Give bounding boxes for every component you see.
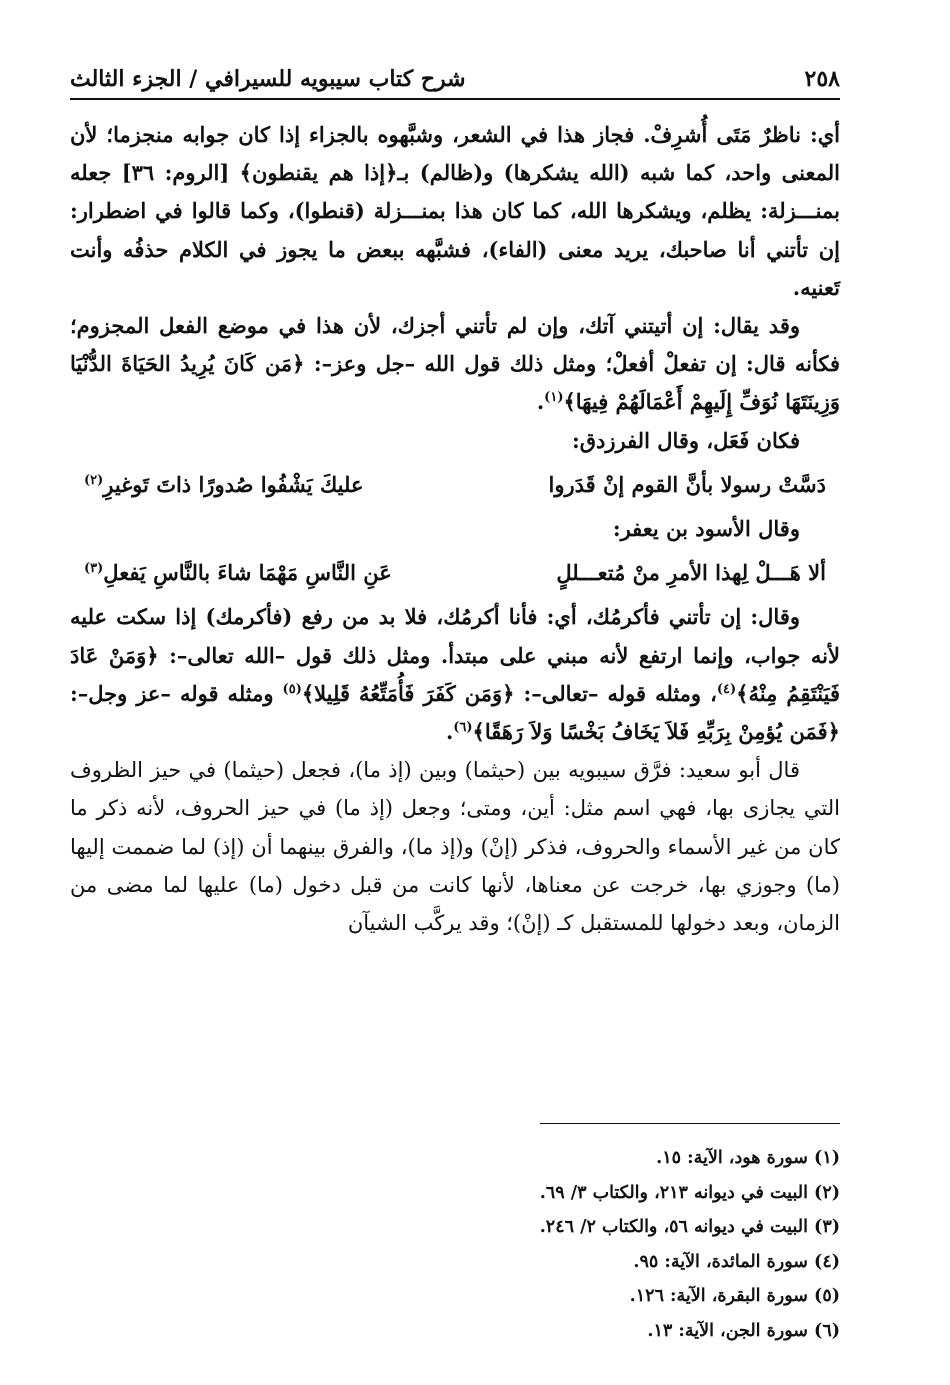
footnote-ref-6: (٦) bbox=[453, 720, 473, 736]
page-number: ٢٥٨ bbox=[804, 65, 840, 92]
footnote-rule bbox=[540, 1123, 840, 1124]
footnote-ref-4: (٤) bbox=[716, 681, 737, 697]
footnote-6: (٦) سورة الجن، الآية: ١٣. bbox=[647, 1320, 840, 1341]
paragraph-1: أي: ناظرٌ مَتَى أُشرِفْ. فجاز هذا في الشعر، وشبَّهوه بالجزاء إذا كان جوابه منجزما؛ لأن المعنى واحد، كما شبه (الله يشكرها) و(ظالم) بـ﴿إذا هم يقنطون﴾ [الروم: ٣٦] جعله بمنـــزلة: يظلم، ويشكرها الله، كما كان هذا بمنـــزلة (قنطوا)، وكما قالوا في اضطرار: إن تأتني أنا صاحبك، يريد معنى (الفاء)، فشبَّهه ببعض ما يجوز في الكلام حذفُه وأنت تَعنيه. bbox=[70, 122, 840, 300]
paragraph-3-part-b: ، ومثله قوله –تعالى–: ﴿وَمَن كَفَرَ فَأُمَتِّعُهُ قَلِيلا﴾ bbox=[301, 680, 717, 706]
footnote-ref-5: (٥) bbox=[282, 681, 302, 697]
running-title: شرح كتاب سيبويه للسيرافي / الجزء الثالث bbox=[70, 65, 466, 92]
verse-1-first-hemistich: دَسَّتْ رسولا بأنَّ القوم إنْ قَدَروا bbox=[548, 471, 826, 497]
footnote-5: (٥) سورة البقرة، الآية: ١٢٦. bbox=[629, 1286, 840, 1306]
paragraph-3-part-a: وقال: إن تأتني فأكرمُك، أي: فأنا أكرمُك، فلا بد من رفع (فأكرمك) إذا سكت عليه لأنه جواب، وإنما ارتفع لأنه مبني على مبتدأ. ومثل ذلك قول –الله تعالى–: ﴿وَمَنْ عَادَ فَيَنْتَقِمُ مِنْهُ﴾ bbox=[70, 604, 841, 706]
verse-1-second-text: عليكَ يَشْفُوا صُدورًا ذاتَ تَوغيرِ bbox=[103, 471, 364, 497]
paragraph-2-text: وقد يقال: إن أتيتني آتك، وإن لم تأتني أجزك، لأن هذا في موضع الفعل المجزوم؛ فكأنه قال: إن تفعلْ أفعلْ؛ ومثل ذلك قول الله –جل وعز–: ﴿مَن كَانَ يُرِيدُ الحَيَاةَ الدُّنْيَا وَزِينَتَهَا نُوَفِّ إِلَيهِمْ أَعْمَالَهُمْ فِيهَا﴾ bbox=[70, 313, 840, 415]
footnotes bbox=[70, 1141, 840, 1348]
page-header bbox=[70, 52, 840, 92]
footnote-ref-2: (٢) bbox=[84, 472, 104, 488]
footnote-2: (٢) البيت في ديوانه ٢١٣، والكتاب ٣/ ٦٩. bbox=[539, 1182, 840, 1203]
poet-intro-1: فكان فَعَل، وقال الفرزدق: bbox=[571, 427, 800, 453]
verse-1-second-hemistich bbox=[84, 466, 363, 504]
verse-2 bbox=[70, 554, 840, 592]
paragraph-3 bbox=[70, 598, 840, 751]
footnote-1: (١) سورة هود، الآية: ١٥. bbox=[656, 1148, 840, 1168]
paragraph-3-part-c: ومثله قوله –عز وجل–: ﴿فَمَن يُؤمِنْ بِرَبِّهِ فَلاَ يَخَافُ بَخْسًا وَلاَ رَهَقًا﴾ bbox=[70, 680, 840, 745]
footnote-ref-1: (١) bbox=[544, 390, 564, 406]
poet-intro-2: وقال الأسود بن يعفر: bbox=[612, 516, 800, 542]
verse-2-second-hemistich bbox=[84, 554, 392, 592]
paragraph-2-end: . bbox=[536, 389, 545, 415]
header-rule bbox=[70, 98, 840, 100]
main-text bbox=[70, 116, 840, 942]
verse-1 bbox=[70, 466, 840, 504]
verse-2-first-hemistich: ألا هَـــلْ لِهذا الأمرِ منْ مُتعـــللٍ bbox=[556, 560, 826, 586]
verse-2-second-text: عَنِ النَّاسِ مَهْمَا شاءَ بالنَّاسِ يَفعلِ bbox=[103, 560, 392, 586]
paragraph-3-end: . bbox=[445, 719, 454, 745]
book-page bbox=[70, 52, 840, 1352]
footnote-4: (٤) سورة المائدة، الآية: ٩٥. bbox=[633, 1251, 840, 1272]
paragraph-4: قال أبو سعيد: فرَّق سيبويه بين (حيثما) وبين (إذ ما)، فجعل (حيثما) في حيز الظروف التي يجازى بها، فهي اسم مثل: أين، ومتى؛ وجعل (إذ ما) في حيز الحروف، لأنه ذكر ما كان من غير الأسماء والحروف، فذكر (إنْ) و(إذ ما)، والفرق بينهما أن (إذ) لما ضممت إليها (ما) وجوزي بها، خرجت عن معناها، لأنها كانت من قبل دخول (ما) عليها لما مضى من الزمان، وبعد دخولها للمستقبل كـ (إنْ)؛ وقد يركَّب الشيآن bbox=[70, 758, 840, 936]
footnote-3: (٣) البيت في ديوانه ٥٦، والكتاب ٢/ ٢٤٦. bbox=[539, 1217, 840, 1237]
footnote-ref-3: (٣) bbox=[84, 561, 104, 577]
paragraph-2 bbox=[70, 307, 840, 422]
